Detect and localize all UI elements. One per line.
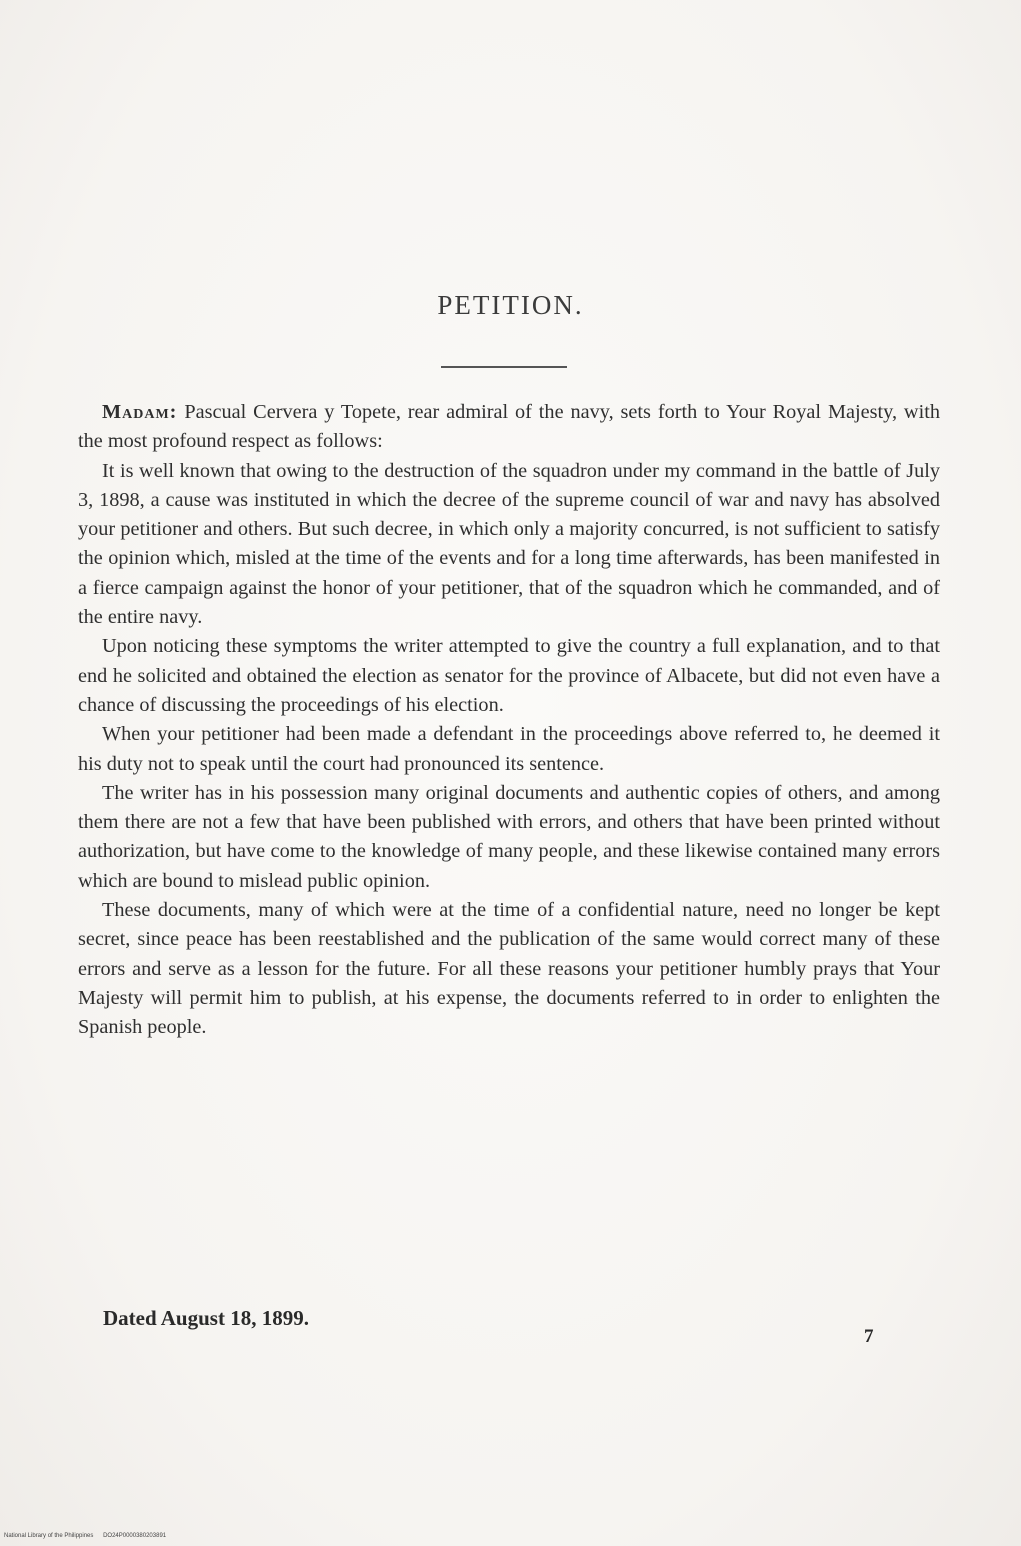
- page-number: 7: [864, 1326, 874, 1347]
- paragraph-1-text: Pascual Cervera y Topete, rear admiral of the navy, sets forth to Your Royal Majesty, with the most profound respect as follows:: [78, 401, 940, 453]
- paragraph-1: [78, 398, 940, 457]
- paragraph-6: These documents, many of which were at the time of a confidential nature, need no longer be kept secret, since peace has been reestablished and the publication of the same would correct many of these errors and serve as a lesson for the future. For all these reasons your petitioner humbly prays that Your Majesty will permit him to publish, at his expense, the documents referred to in order to enlighten the Spanish people.: [78, 899, 940, 1039]
- footer-credit: [4, 1533, 174, 1539]
- date-line: Dated August 18, 1899.: [103, 1306, 309, 1330]
- paragraph-3: Upon noticing these symptoms the writer attempted to give the country a full explanation, and to that end he solicited and obtained the election as senator for the province of Albacete, but did not even have a chance of discussing the proceedings of his election.: [78, 635, 940, 716]
- title-divider: [441, 366, 567, 368]
- footer-record-id: DO24P0000380203891: [103, 1533, 167, 1539]
- footer-library: National Library of the Philippines: [4, 1533, 94, 1539]
- paragraph-2: It is well known that owing to the destruction of the squadron under my command in the battle of July 3, 1898, a cause was instituted in which the decree of the supreme council of war and navy has absolved your petitioner and others. But such decree, in which only a majority concurred, is not sufficient to satisfy the opinion which, misled at the time of the events and for a long time afterwards, has been manifested in a fierce campaign against the honor of your petitioner, that of the squadron which he commanded, and of the entire navy.: [78, 459, 940, 629]
- page-title: PETITION.: [437, 290, 584, 320]
- paragraph-4: When your petitioner had been made a defendant in the proceedings above referred to, he deemed it his duty not to speak until the court had pronounced its sentence.: [78, 723, 940, 775]
- paragraph-5: The writer has in his possession many original documents and authentic copies of others, and among them there are not a few that have been published with errors, and others that have been printed without authorization, but have come to the knowledge of many people, and these likewise contained many errors which are bound to mislead public opinion.: [78, 781, 940, 892]
- petition-body: [78, 398, 940, 1043]
- salutation: Madam:: [102, 401, 178, 423]
